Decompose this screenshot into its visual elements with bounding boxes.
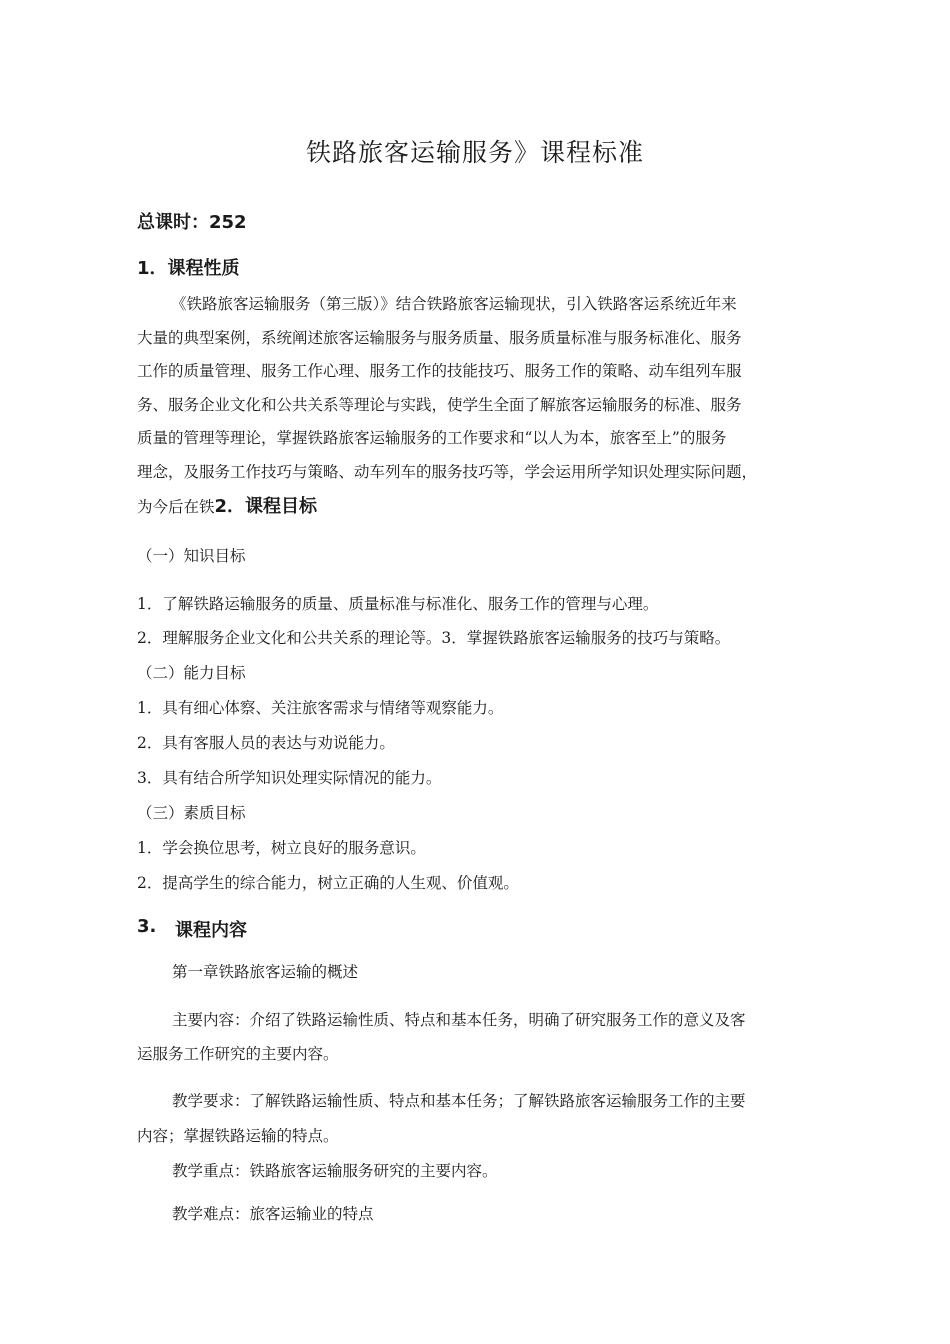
requirements-line: 教学要求：了解铁路运输性质、特点和基本任务；了解铁路旅客运输服务工作的主要 <box>172 1092 746 1110</box>
ability-goals-label: （二）能力目标 <box>137 664 246 682</box>
knowledge-item: 1．了解铁路运输服务的质量、质量标准与标准化、服务工作的管理与心理。 <box>137 595 659 613</box>
requirements-line: 内容；掌握铁路运输的特点。 <box>137 1127 339 1145</box>
ability-item: 1．具有细心体察、关注旅客需求与情绪等观察能力。 <box>137 699 504 717</box>
paragraph-line: 务、服务企业文化和公共关系等理论与实践，使学生全面了解旅客运输服务的标准、服务 <box>137 395 742 414</box>
knowledge-goals-label: （一）知识目标 <box>137 547 246 565</box>
section3-number: 3. <box>137 916 157 937</box>
difficulties: 教学难点：旅客运输业的特点 <box>172 1205 374 1223</box>
section3-heading: 课程内容 <box>175 920 247 941</box>
document-title: 铁路旅客运输服务》课程标准 <box>305 138 644 167</box>
key-points: 教学重点：铁路旅客运输服务研究的主要内容。 <box>172 1162 498 1180</box>
section2-heading: 2．课程目标 <box>214 495 318 517</box>
ability-item: 2．具有客服人员的表达与劝说能力。 <box>137 734 395 752</box>
main-content-line: 运服务工作研究的主要内容。 <box>137 1045 339 1063</box>
paragraph-line: 大量的典型案例，系统阐述旅客运输服务与服务质量、服务质量标准与服务标准化、服务 <box>137 328 742 347</box>
quality-item: 2．提高学生的综合能力，树立正确的人生观、价值观。 <box>137 874 519 892</box>
paragraph-line: 质量的管理等理论，掌握铁路旅客运输服务的工作要求和“以人为本，旅客至上”的服务 <box>137 429 727 448</box>
paragraph-line: 《铁路旅客运输服务（第三版）》结合铁路旅客运输现状，引入铁路客运系统近年来 <box>171 295 737 313</box>
quality-item: 1．学会换位思考，树立良好的服务意识。 <box>137 839 426 857</box>
total-hours: 总课时：252 <box>137 212 247 233</box>
paragraph-line: 理念，及服务工作技巧与策略、动车列车的服务技巧等，学会运用所学知识处理实际问题， <box>137 462 758 481</box>
quality-goals-label: （三）素质目标 <box>137 804 246 822</box>
paragraph-tail: 为今后在铁 <box>137 497 215 516</box>
ability-item: 3．具有结合所学知识处理实际情况的能力。 <box>137 769 442 787</box>
paragraph-line <box>137 490 827 525</box>
main-content-line: 主要内容：介绍了铁路运输性质、特点和基本任务，明确了研究服务工作的意义及客 <box>172 1011 746 1029</box>
section1-paragraph <box>137 288 827 524</box>
paragraph-line: 工作的质量管理、服务工作心理、服务工作的技能技巧、服务工作的策略、动车组列车服 <box>137 362 742 381</box>
chapter-title: 第一章铁路旅客运输的概述 <box>172 963 359 981</box>
knowledge-item: 2．理解服务企业文化和公共关系的理论等。3．掌握铁路旅客运输服务的技巧与策略。 <box>137 629 731 647</box>
section1-heading: 1．课程性质 <box>137 258 240 279</box>
